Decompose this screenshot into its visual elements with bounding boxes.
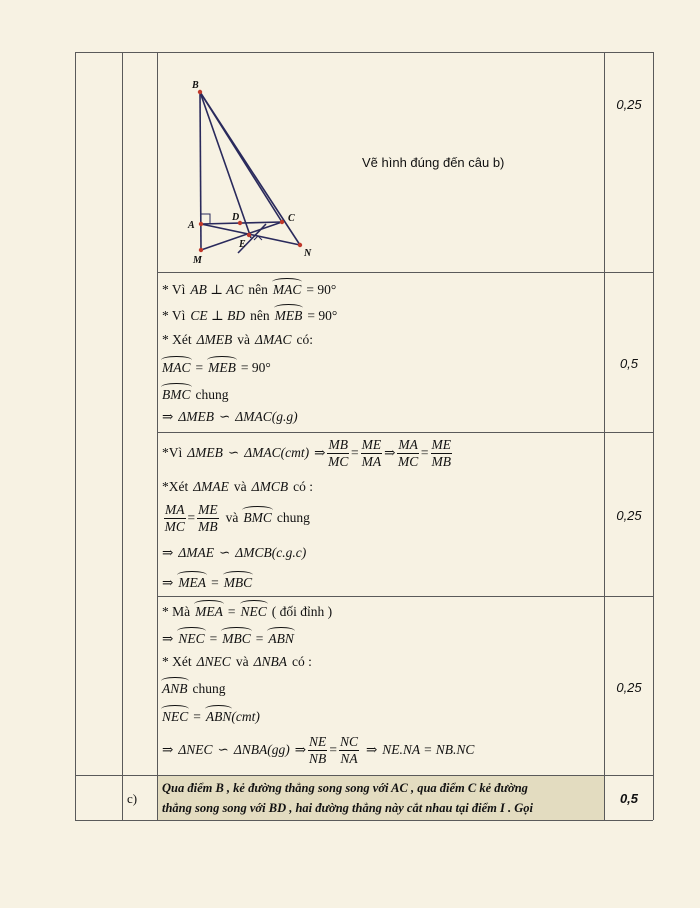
block2-line5 — [162, 576, 252, 590]
text: * Vì — [162, 282, 186, 297]
point-e — [247, 233, 251, 237]
figure-caption: Vẽ hình đúng đến câu b) — [362, 155, 505, 170]
numerator: ME — [431, 437, 452, 452]
point-m — [199, 248, 203, 252]
part-c-label: c) — [127, 791, 138, 806]
point-n — [298, 243, 302, 247]
block3-line2 — [162, 632, 294, 646]
math: ⇒ — [162, 742, 174, 758]
block1-line2 — [162, 309, 337, 323]
math: = 90° — [307, 308, 338, 323]
denominator: MB — [198, 518, 218, 534]
text: ( đối đỉnh ) — [271, 604, 333, 619]
denominator: MA — [361, 453, 382, 469]
block2-line2 — [162, 480, 313, 494]
math: ⇒ — [365, 742, 378, 758]
fraction — [361, 438, 383, 468]
angle: NEC — [240, 604, 267, 619]
denominator: MC — [164, 518, 185, 534]
math: ΔMCB(c.g.c) — [235, 545, 307, 560]
fraction — [397, 438, 419, 468]
part-c-text-line2: thẳng song song với BD , hai đường thẳng này cắt nhau tại điểm I . Gọi — [162, 801, 533, 815]
angle: MAC — [162, 360, 191, 375]
angle: BMC — [243, 510, 272, 526]
math: ΔNEC — [196, 654, 231, 669]
math: ΔNEC — [178, 742, 213, 758]
angle: MBC — [223, 575, 253, 590]
text: nên — [250, 308, 270, 323]
text: có: — [296, 332, 313, 347]
angle: MAC — [272, 282, 302, 297]
numerator: MB — [328, 437, 348, 452]
math: = 90° — [240, 360, 271, 375]
block1-line5 — [162, 388, 229, 402]
math: ⇒ — [384, 445, 396, 461]
math: ΔMAC — [255, 332, 292, 347]
segment-bm — [200, 92, 201, 250]
text: có : — [293, 479, 313, 494]
block3-line3 — [162, 655, 312, 669]
math: = 90° — [306, 282, 337, 297]
math: ∽ — [218, 545, 231, 560]
block3-score: 0,25 — [616, 680, 642, 695]
math: (cmt) — [231, 709, 260, 724]
block2-line1 — [162, 438, 454, 468]
block3-line1 — [162, 605, 332, 619]
math: = — [195, 360, 204, 375]
text: chung — [192, 681, 226, 696]
math: ∽ — [217, 742, 229, 758]
math: ⇒ — [162, 545, 174, 560]
fraction — [197, 503, 219, 533]
text: và — [233, 479, 247, 494]
fraction — [431, 438, 453, 468]
math: CE ⊥ BD — [190, 308, 246, 323]
math: ⇒ — [162, 409, 174, 424]
text: * Xét — [162, 332, 192, 347]
figure-score: 0,25 — [616, 97, 642, 112]
math: ΔMEB — [178, 409, 214, 424]
math: = — [193, 709, 201, 724]
block1-score: 0,5 — [619, 356, 639, 371]
text: * Xét — [162, 654, 192, 669]
text: * Vì — [162, 308, 186, 323]
fraction — [339, 735, 359, 765]
block1-line4 — [162, 361, 271, 375]
numerator: NC — [339, 734, 358, 749]
math: ΔMEB — [187, 445, 223, 461]
segment-bd-extended — [200, 92, 251, 238]
numerator: MA — [398, 437, 418, 452]
math: ∽ — [218, 409, 231, 424]
angle: ANB — [162, 681, 188, 696]
fraction — [308, 735, 327, 765]
angle: MEB — [274, 308, 303, 323]
text: nên — [248, 282, 268, 297]
block2-line3 — [162, 503, 310, 533]
text: và — [235, 654, 249, 669]
angle: BMC — [162, 387, 191, 402]
fraction — [327, 438, 349, 468]
text: và — [225, 510, 239, 526]
math: ΔMAC(g.g) — [235, 409, 298, 424]
numerator: ME — [361, 437, 382, 452]
math: ΔMEB — [196, 332, 233, 347]
math: ΔMAE — [193, 479, 229, 494]
math: ΔMAC(cmt) — [244, 445, 310, 461]
angle: MEA — [195, 604, 223, 619]
block1-line1 — [162, 283, 336, 297]
label-m: M — [193, 255, 202, 266]
angle: MEA — [178, 575, 207, 590]
text: chung — [195, 387, 229, 402]
math: = — [255, 631, 264, 646]
angle: NEC — [162, 709, 189, 724]
math: ΔNBA — [253, 654, 287, 669]
numerator: ME — [198, 502, 218, 517]
angle: ABN — [268, 631, 294, 646]
part-c-score: 0,5 — [619, 791, 639, 806]
block3-line6 — [162, 735, 474, 765]
text: chung — [276, 510, 310, 526]
math: = — [350, 445, 359, 461]
numerator: NE — [309, 734, 327, 749]
denominator: MC — [398, 453, 419, 469]
label-e: E — [239, 239, 246, 250]
math: ⇒ — [162, 631, 174, 646]
label-a: A — [188, 220, 195, 231]
text: có : — [291, 654, 312, 669]
math: ΔNBA(gg) — [233, 742, 290, 758]
denominator: NA — [340, 750, 358, 766]
math: ⇒ — [314, 445, 326, 461]
math: ∽ — [227, 445, 240, 461]
denominator: MC — [328, 453, 349, 469]
angle: NEC — [178, 631, 205, 646]
block2-score: 0,25 — [616, 508, 642, 523]
text: *Vì — [162, 445, 183, 461]
block2-line4 — [162, 546, 306, 560]
angle: ABN — [205, 709, 232, 724]
numerator: MA — [165, 502, 185, 517]
math: = — [329, 742, 337, 758]
math: ΔMAE — [178, 545, 214, 560]
point-c — [280, 220, 284, 224]
math: = — [420, 445, 429, 461]
angle: MBC — [222, 631, 251, 646]
math: = — [209, 631, 218, 646]
label-d: D — [232, 212, 240, 223]
block3-line5 — [162, 710, 260, 724]
math: AB ⊥ AC — [190, 282, 244, 297]
label-c: C — [288, 213, 295, 224]
label-n: N — [304, 248, 312, 259]
math: ΔMCB — [251, 479, 289, 494]
math: ⇒ — [294, 742, 307, 758]
angle: MEB — [208, 360, 236, 375]
fraction — [164, 503, 186, 533]
math: = — [211, 575, 219, 590]
denominator: MB — [431, 453, 452, 469]
part-c-text-line1: Qua điểm B , kẻ đường thẳng song song với AC , qua điểm C kẻ đường — [162, 781, 528, 795]
point-a — [199, 222, 203, 226]
label-b: B — [192, 80, 199, 91]
math: NE.NA = NB.NC — [382, 742, 475, 758]
text: *Xét — [162, 479, 189, 494]
math: = — [187, 510, 196, 526]
text: và — [237, 332, 251, 347]
math: ⇒ — [162, 575, 174, 590]
denominator: NB — [309, 750, 327, 766]
math: = — [227, 604, 236, 619]
block3-line4 — [162, 682, 226, 696]
block1-line3 — [162, 333, 313, 347]
block1-line6 — [162, 410, 298, 424]
text: * Mà — [162, 604, 191, 619]
